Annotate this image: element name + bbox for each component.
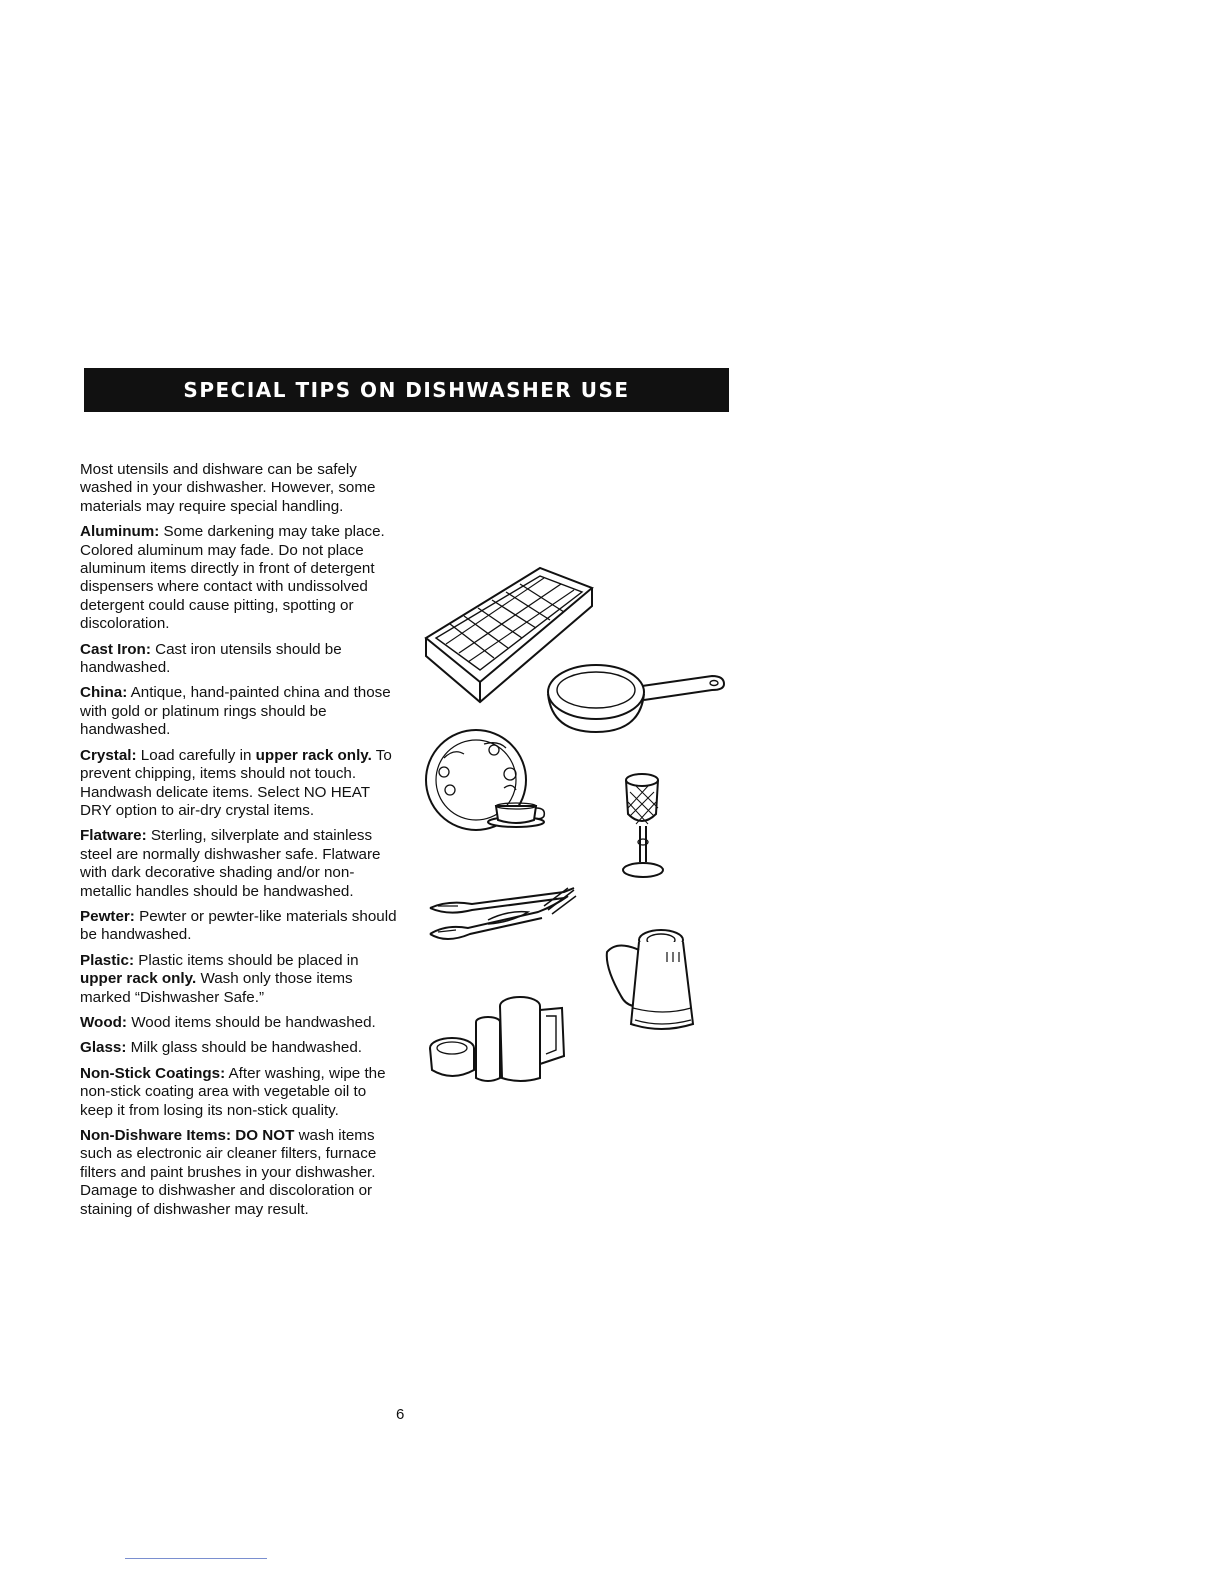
flatware-illustration — [428, 886, 578, 944]
tip-flatware: Flatware: Sterling, silverplate and stainless steel are normally dishwasher safe. Flatware with dark decorative shading and/or non-metallic handles should be handwashed. — [80, 827, 381, 900]
page-title: SPECIAL TIPS ON DISHWASHER USE — [183, 378, 630, 402]
tip-china: China: Antique, hand-painted china and those with gold or platinum rings should be handwashed. — [80, 684, 391, 739]
page-title-banner — [84, 368, 729, 412]
intro-paragraph: Most utensils and dishware can be safely washed in your dishwasher. However, some materials may require special handling. — [80, 461, 376, 515]
skillet-illustration — [544, 660, 726, 738]
bottom-rule — [125, 1558, 267, 1559]
tips-text-column — [80, 461, 400, 1226]
tip-plastic: Plastic: Plastic items should be placed in upper rack only. Wash only those items marked “Dishwasher Safe.” — [80, 951, 359, 1006]
tip-non-stick: Non-Stick Coatings: After washing, wipe the non-stick coating area with vegetable oil to keep it from losing its non-stick quality. — [80, 1064, 386, 1119]
tip-glass: Glass: Milk glass should be handwashed. — [80, 1039, 362, 1057]
plastic-containers-illustration — [428, 992, 568, 1084]
tip-non-dishware: Non-Dishware Items: DO NOT wash items such as electronic air cleaner filters, furnace filters and paint brushes in your dishwasher. Damage to dishwasher and discoloration or staining of dishwasher may result. — [80, 1127, 377, 1218]
crystal-goblet-illustration — [618, 772, 668, 880]
tip-aluminum: Aluminum: Some darkening may take place. Colored aluminum may fade. Do not place aluminum items directly in front of detergent dispensers where contact with undissolved detergent could cause pitting, spotting or discoloration. — [80, 523, 385, 633]
coffee-pot-illustration — [603, 928, 695, 1036]
tip-wood: Wood: Wood items should be handwashed. — [80, 1013, 376, 1031]
tip-cast-iron: Cast Iron: Cast iron utensils should be handwashed. — [80, 640, 342, 677]
china-plate-illustration — [424, 728, 552, 834]
page-number: 6 — [396, 1406, 405, 1423]
tip-pewter: Pewter: Pewter or pewter-like materials should be handwashed. — [80, 907, 397, 944]
tip-crystal: Crystal: Load carefully in upper rack only. To prevent chipping, items should not touch. Handwash delicate items. Select NO HEAT DRY option to air-dry crystal items. — [80, 746, 392, 819]
